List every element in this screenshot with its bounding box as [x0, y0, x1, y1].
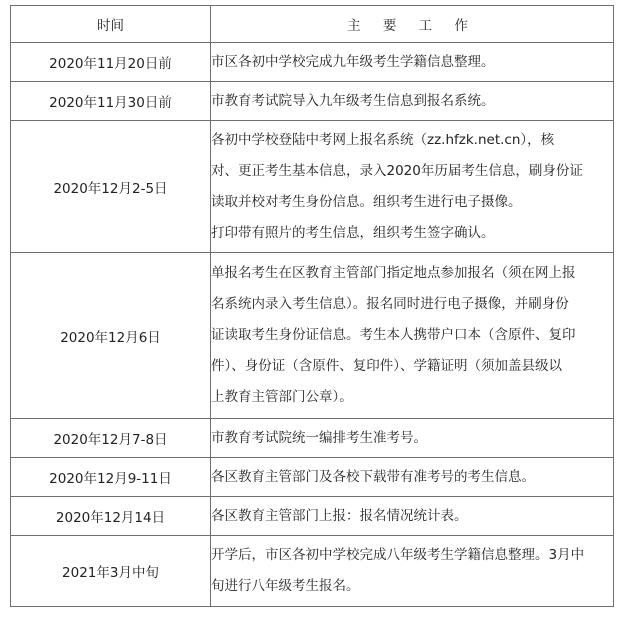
row-time: 2020年12月2-5日 — [11, 121, 211, 253]
row-work — [211, 536, 614, 607]
table-row — [11, 121, 614, 253]
schedule-table — [10, 5, 614, 607]
row-work — [211, 43, 614, 82]
row-work — [211, 419, 614, 458]
row-time: 2021年3月中旬 — [11, 536, 211, 607]
row-work — [211, 253, 614, 419]
table-row — [11, 497, 614, 536]
row-work-line: 市教育考试院导入九年级考生信息到报名系统。 — [211, 92, 495, 109]
table-header-row — [11, 6, 614, 43]
table-row — [11, 458, 614, 497]
header-main-work-label: 主 要 工 作 — [347, 18, 477, 34]
row-work-line: 各初中学校登陆中考网上报名系统（zz.hfzk.net.cn），核 — [211, 131, 555, 148]
row-work-line: 市区各初中学校完成九年级考生学籍信息整理。 — [211, 53, 495, 70]
header-time: 时间 — [11, 6, 211, 43]
row-time: 2020年11月30日前 — [11, 82, 211, 121]
row-time: 2020年12月6日 — [11, 253, 211, 419]
row-time: 2020年11月20日前 — [11, 43, 211, 82]
row-work-line: 读取并校对考生身份信息。组织考生进行电子摄像。 — [211, 193, 522, 210]
row-work-line: 市教育考试院统一编排考生准考号。 — [211, 429, 427, 446]
row-work-line: 旬进行八年级考生报名。 — [211, 578, 360, 594]
row-work-line: 名系统内录入考生信息）。报名同时进行电子摄像，并刷身份 — [211, 296, 569, 312]
row-work — [211, 121, 614, 253]
table-row — [11, 419, 614, 458]
row-time: 2020年12月9-11日 — [11, 458, 211, 497]
row-work-line: 对、更正考生基本信息，录入2020年历届考生信息，刷身份证 — [211, 162, 583, 179]
table-row — [11, 536, 614, 607]
table-row — [11, 43, 614, 82]
row-time: 2020年12月14日 — [11, 497, 211, 536]
header-main-work — [211, 6, 614, 43]
table-row — [11, 253, 614, 419]
row-work-line: 上教育主管部门公章）。 — [211, 389, 353, 405]
row-work — [211, 82, 614, 121]
row-work-line: 证读取考生身份证信息。考生本人携带户口本（含原件、复印 — [211, 327, 576, 343]
row-work-line: 开学后，市区各初中学校完成八年级考生学籍信息整理。3月中 — [211, 547, 585, 563]
row-work-line: 单报名考生在区教育主管部门指定地点参加报名（须在网上报 — [211, 265, 576, 281]
row-work-line: 打印带有照片的考生信息，组织考生签字确认。 — [211, 224, 495, 241]
row-work-line: 各区教育主管部门及各校下载带有准考号的考生信息。 — [211, 468, 535, 485]
table-row — [11, 82, 614, 121]
row-work — [211, 497, 614, 536]
row-work-line: 各区教育主管部门上报：报名情况统计表。 — [211, 507, 468, 524]
row-time: 2020年12月7-8日 — [11, 419, 211, 458]
row-work — [211, 458, 614, 497]
row-work-line: 件）、身份证（含原件、复印件）、学籍证明（须加盖县级以 — [211, 358, 562, 374]
